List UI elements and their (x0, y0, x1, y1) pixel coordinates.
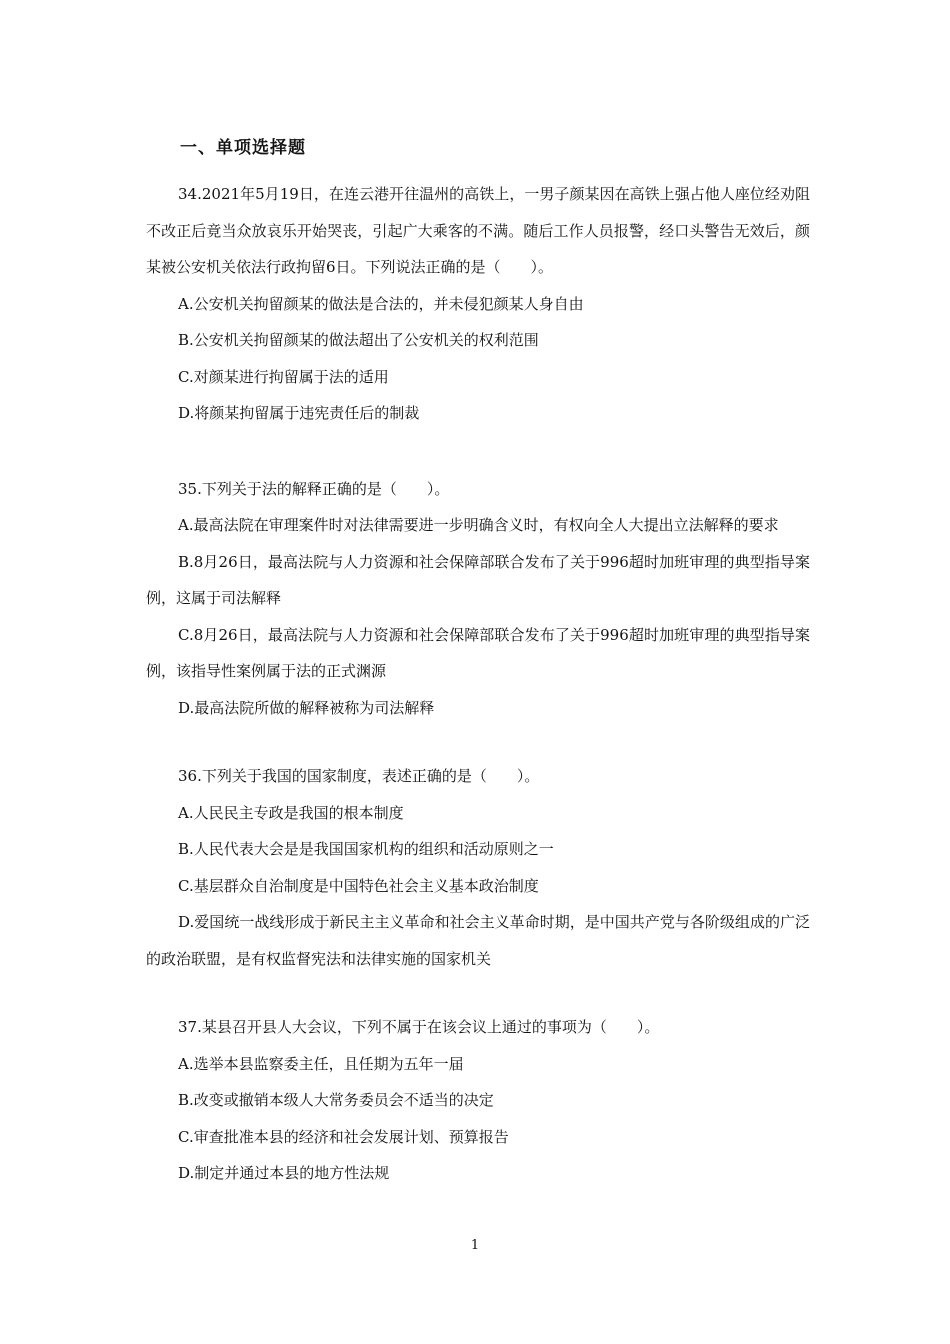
option-c: C.8月26日，最高法院与人力资源和社会保障部联合发布了关于996超时加班审理的典型指导案例，该指导性案例属于法的正式渊源 (146, 625, 810, 680)
option-b: B.人民代表大会是是我国国家机构的组织和活动原则之一 (178, 840, 554, 858)
option-c: C.审查批准本县的经济和社会发展计划、预算报告 (178, 1127, 509, 1146)
option-d: D.将颜某拘留属于违宪责任后的制裁 (178, 404, 420, 422)
option-c: C.基层群众自治制度是中国特色社会主义基本政治制度 (178, 876, 539, 895)
question-34 (146, 176, 810, 432)
option-d: D.制定并通过本县的地方性法规 (178, 1164, 390, 1182)
question-stem: 36.下列关于我国的国家制度，表述正确的是（ ）。 (178, 767, 540, 785)
option-b: B.8月26日，最高法院与人力资源和社会保障部联合发布了关于996超时加班审理的典型指导案例，这属于司法解释 (146, 552, 810, 607)
option-a: A.最高法院在审理案件时对法律需要进一步明确含义时，有权向全人大提出立法解释的要求 (178, 516, 779, 534)
option-d: D.最高法院所做的解释被称为司法解释 (178, 698, 435, 717)
option-b: B.公安机关拘留颜某的做法超出了公安机关的权利范围 (178, 331, 539, 349)
questions-container (146, 176, 810, 1192)
question-36 (146, 758, 810, 977)
question-stem: 37.某县召开县人大会议，下列不属于在该会议上通过的事项为（ ）。 (178, 1018, 660, 1036)
option-c: C.对颜某进行拘留属于法的适用 (178, 367, 389, 386)
question-stem: 34.2021年5月19日，在连云港开往温州的高铁上，一男子颜某因在高铁上强占他人座位经劝阻不改正后竟当众放哀乐开始哭丧，引起广大乘客的不满。随后工作人员报警，经口头警告无效后，颜某被公安机关依法行政拘留6日。下列说法正确的是（ ）。 (146, 185, 810, 276)
option-d: D.爱国统一战线形成于新民主主义革命和社会主义革命时期，是中国共产党与各阶级组成的广泛的政治联盟，是有权监督宪法和法律实施的国家机关 (146, 913, 810, 968)
question-stem: 35.下列关于法的解释正确的是（ ）。 (178, 479, 450, 498)
question-35 (146, 471, 810, 727)
section-title: 一、单项选择题 (180, 138, 306, 158)
option-b: B.改变或撤销本级人大常务委员会不适当的决定 (178, 1091, 494, 1109)
question-37 (146, 1009, 810, 1192)
page-number: 1 (470, 1238, 480, 1253)
option-a: A.公安机关拘留颜某的做法是合法的，并未侵犯颜某人身自由 (178, 294, 584, 313)
option-a: A.人民民主专政是我国的根本制度 (178, 803, 404, 822)
option-a: A.选举本县监察委主任，且任期为五年一届 (178, 1054, 464, 1073)
